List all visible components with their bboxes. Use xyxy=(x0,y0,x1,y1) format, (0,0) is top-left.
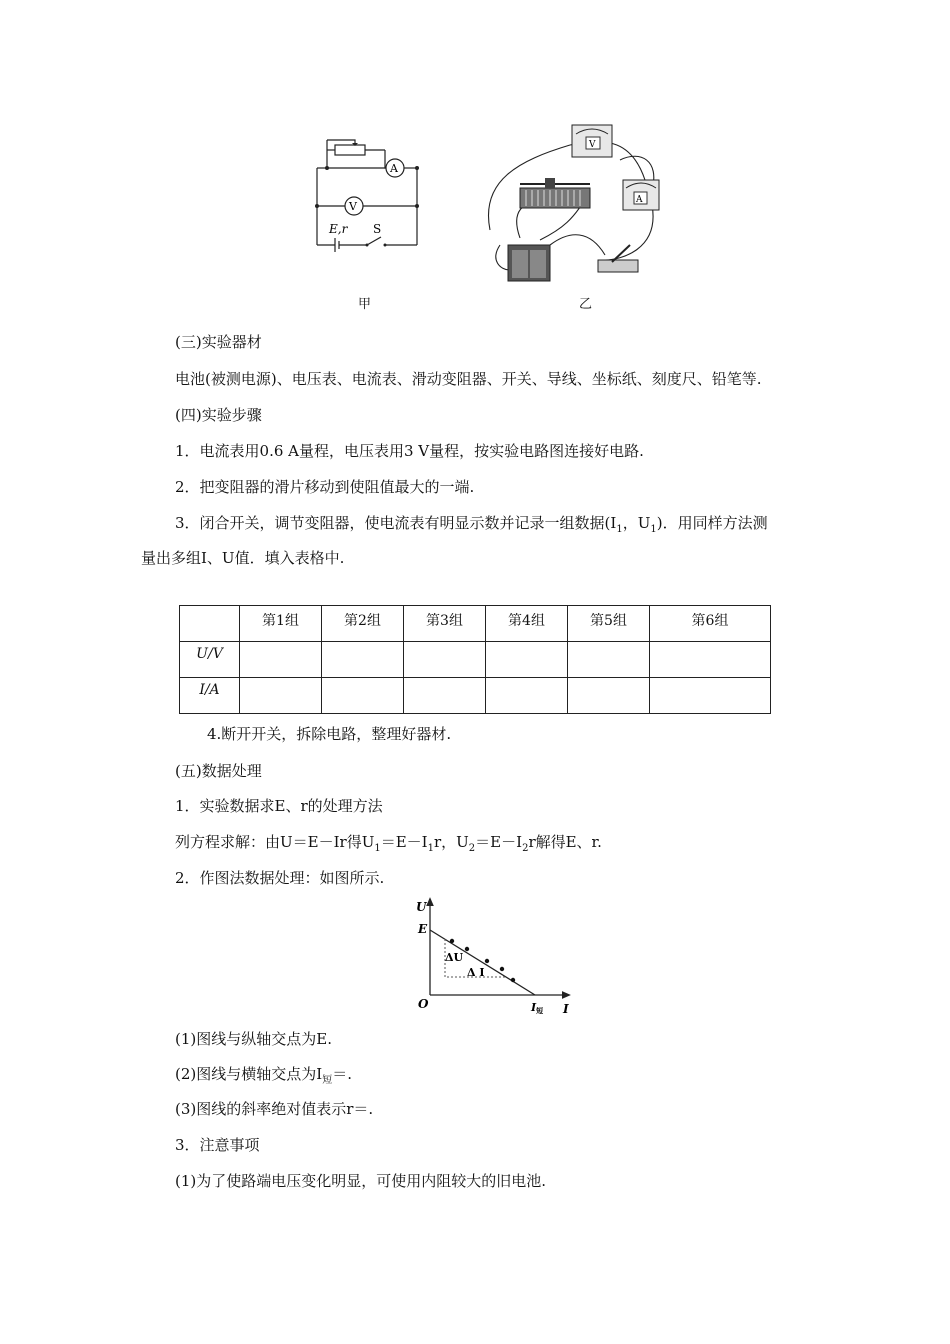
subscript-2: 2 xyxy=(522,843,529,854)
delta-i-label: Δ I xyxy=(467,966,485,979)
table-row xyxy=(180,642,771,678)
steps-heading: (四)实验步骤 xyxy=(175,406,262,424)
note-2-part-b: ＝. xyxy=(332,1065,352,1083)
table-cell xyxy=(486,642,568,678)
step-3-part-c: )．用同样方法测 xyxy=(656,514,768,532)
table-header-cell xyxy=(180,606,240,642)
equation-part-e: r解得E、r. xyxy=(528,833,602,851)
data-table xyxy=(179,605,771,714)
equipment-text: 电池(被测电源)、电压表、电流表、滑动变阻器、开关、导线、坐标纸、刻度尺、铅笔等. xyxy=(175,370,762,388)
apparatus-picture-yi xyxy=(480,120,680,290)
table-header-cell: 第6组 xyxy=(650,606,771,642)
source-label: E,r xyxy=(329,222,348,236)
step-1: 1．电流表用0.6 A量程，电压表用3 V量程，按实验电路图连接好电路. xyxy=(175,442,644,460)
subscript-1: 1 xyxy=(616,524,623,535)
caution-heading: 3．注意事项 xyxy=(175,1136,260,1154)
subscript-1: 1 xyxy=(427,843,434,854)
e-intercept-label: E xyxy=(418,922,428,936)
step-3-line-2: 量出多组I、U值．填入表格中. xyxy=(141,549,345,567)
origin-label: O xyxy=(418,997,429,1011)
row-label: U/V xyxy=(180,642,240,678)
table-header-cell: 第3组 xyxy=(404,606,486,642)
data-method-2: 2．作图法数据处理：如图所示. xyxy=(175,869,385,887)
voltmeter-label: V xyxy=(349,200,357,213)
table-cell xyxy=(240,678,322,714)
table-header-cell: 第1组 xyxy=(240,606,322,642)
data-processing-heading: (五)数据处理 xyxy=(175,762,262,780)
equation-part-a: 列方程求解：由U＝E－Ir得U xyxy=(175,833,375,851)
u-i-graph xyxy=(405,893,585,1018)
table-cell xyxy=(568,642,650,678)
table-cell xyxy=(404,678,486,714)
step-3-part-b: ，U xyxy=(622,514,651,532)
y-axis-label: U xyxy=(416,900,427,914)
table-row xyxy=(180,678,771,714)
short-circuit-i: I xyxy=(531,1001,537,1014)
row-label: I/A xyxy=(180,678,240,714)
note-3: (3)图线的斜率绝对值表示r＝. xyxy=(175,1100,374,1118)
circuit-diagram-jia xyxy=(305,130,435,260)
note-2 xyxy=(175,1064,352,1091)
table-cell xyxy=(322,678,404,714)
table-cell xyxy=(568,678,650,714)
delta-u-label: ΔU xyxy=(445,951,464,964)
table-cell xyxy=(322,642,404,678)
equipment-heading: (三)实验器材 xyxy=(175,333,262,351)
table-cell xyxy=(240,642,322,678)
table-cell xyxy=(486,678,568,714)
equation-part-b: ＝E－I xyxy=(380,833,428,851)
svg-text:V: V xyxy=(589,140,596,150)
step-4: 4.断开开关，拆除电路，整理好器材. xyxy=(207,725,452,743)
table-header-cell: 第4组 xyxy=(486,606,568,642)
table-cell xyxy=(404,642,486,678)
step-3 xyxy=(175,513,768,540)
figure-jia-caption: 甲 xyxy=(358,297,372,312)
switch-label: S xyxy=(373,222,382,236)
subscript-2: 2 xyxy=(468,843,476,854)
table-header-cell: 第2组 xyxy=(322,606,404,642)
table-cell xyxy=(650,642,771,678)
table-cell xyxy=(650,678,771,714)
data-method-1: 1．实验数据求E、r的处理方法 xyxy=(175,797,383,815)
ammeter-label: A xyxy=(390,162,398,175)
note-1: (1)图线与纵轴交点为E. xyxy=(175,1030,332,1048)
data-equation xyxy=(175,832,602,859)
short-circuit-sub: 短 xyxy=(536,1006,544,1015)
step-2: 2．把变阻器的滑片移动到使阻值最大的一端. xyxy=(175,478,475,496)
table-header-cell: 第5组 xyxy=(568,606,650,642)
note-2-part-a: (2)图线与横轴交点为I xyxy=(175,1065,323,1083)
subscript-1: 1 xyxy=(650,524,657,535)
equation-part-c: r，U xyxy=(433,833,469,851)
short-circuit-current-label xyxy=(530,1001,543,1015)
figure-yi-caption: 乙 xyxy=(579,297,593,312)
caution-1: (1)为了使路端电压变化明显，可使用内阻较大的旧电池. xyxy=(175,1172,547,1190)
step-3-part-a: 3．闭合开关，调节变阻器，使电流表有明显示数并记录一组数据(I xyxy=(175,514,617,532)
table-header-row xyxy=(180,606,771,642)
equation-part-d: ＝E－I xyxy=(475,833,523,851)
note-2-subscript: 短 xyxy=(322,1075,333,1086)
svg-text:A: A xyxy=(636,195,643,205)
x-axis-label: I xyxy=(563,1002,569,1016)
subscript-1: 1 xyxy=(374,843,381,854)
